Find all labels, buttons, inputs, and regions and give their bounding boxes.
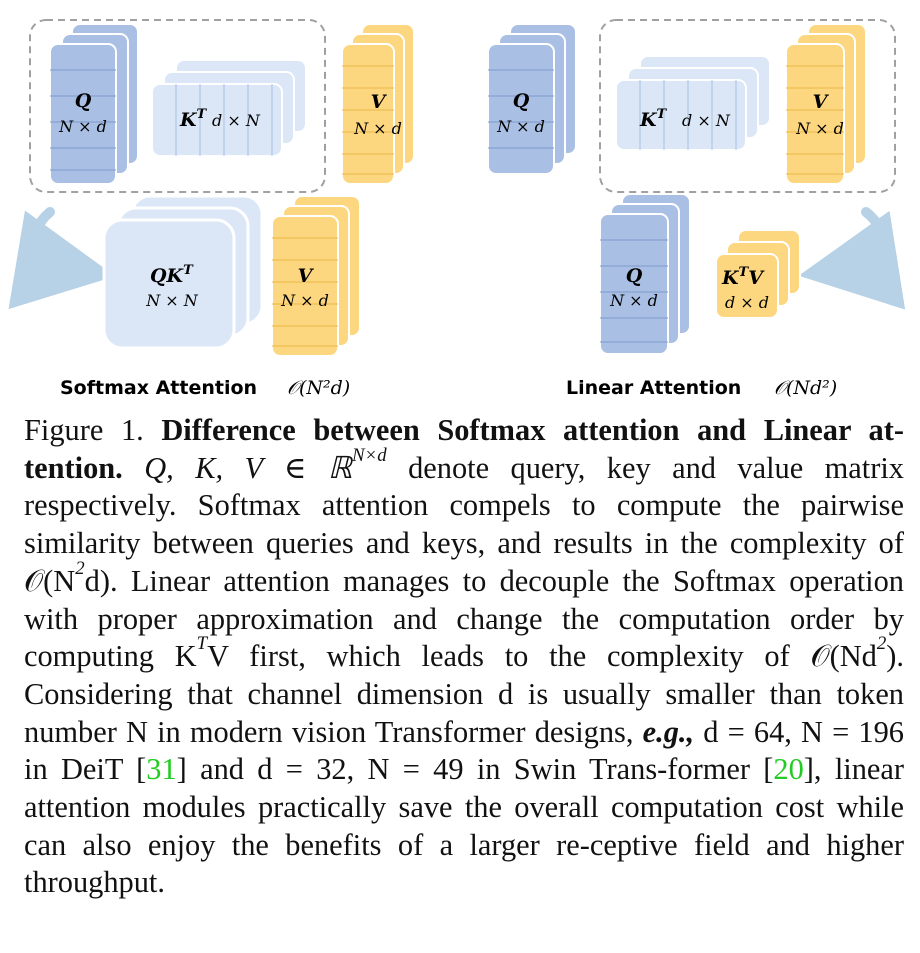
- right-curved-arrow: [848, 212, 882, 268]
- left-kt-label: $K^T$: [180, 107, 207, 131]
- caption-sup-2: T: [196, 633, 208, 655]
- left-v2-dim: N × d: [281, 291, 329, 310]
- caption-math-qkv: Q, K, V ∈ ℝ$^{N\times d}$: [144, 444, 387, 485]
- left-v-label: V: [370, 91, 386, 113]
- caption-sup-3: 2: [876, 633, 887, 655]
- left-qkt-label: $QK^T$: [150, 263, 193, 287]
- left-kt-matrix: [152, 60, 306, 156]
- left-panel-complexity: 𝒪(N²d): [287, 377, 351, 399]
- left-panel-title: Softmax Attention: [60, 377, 258, 399]
- right-panel-title: Linear Attention: [566, 377, 742, 399]
- caption-text-6: ] and d = 32, N = 49 in Swin Trans-former [: [176, 752, 774, 787]
- left-curved-arrow: [35, 212, 66, 268]
- right-q-matrix: [488, 24, 576, 174]
- right-q-dim: N × d: [497, 117, 545, 136]
- left-v-dim: N × d: [354, 119, 402, 138]
- right-q2-matrix: [600, 194, 690, 354]
- right-q2-dim: N × d: [610, 291, 658, 310]
- right-q2-label: Q: [625, 265, 643, 287]
- left-q-label: Q: [74, 90, 92, 112]
- right-v-label: V: [812, 91, 828, 113]
- citation-link-31[interactable]: 31: [146, 752, 177, 787]
- right-panel-complexity: 𝒪(Nd²): [774, 377, 838, 399]
- citation-link-20[interactable]: 20: [773, 752, 804, 787]
- caption-title: Difference between Softmax attention and Linear at-tention.: [24, 413, 904, 485]
- caption-text-4: ). Considering that channel dimension d is usually smaller than token number N in modern vision Transformer designs,: [24, 639, 904, 749]
- right-ktv-label: $K^TV$: [722, 265, 763, 289]
- right-kt-dim: d × N: [682, 111, 730, 130]
- caption-text-3: V first, which leads to the complexity of 𝒪(Nd: [207, 639, 877, 674]
- caption-text-5: d = 64, N = 196 in DeiT [: [24, 714, 904, 787]
- left-kt-dim: d × N: [212, 111, 260, 130]
- left-q-dim: N × d: [59, 117, 107, 136]
- right-ktv-dim: d × d: [724, 293, 770, 312]
- caption-sup-1: 2: [75, 557, 85, 579]
- left-q-matrix: [50, 24, 138, 184]
- left-qkt-dim: N × N: [146, 291, 198, 310]
- left-v2-matrix: [272, 196, 360, 356]
- attention-figure: [0, 0, 920, 410]
- caption-text-2: d). Linear attention manages to decouple the Softmax operation with proper approximation and change the computation order by computing K: [24, 563, 904, 674]
- right-q-label: Q: [512, 90, 530, 112]
- right-kt-label: $K^T$: [640, 107, 667, 131]
- right-v-dim: N × d: [796, 119, 844, 138]
- left-v2-label: V: [297, 265, 313, 287]
- figure-caption: [24, 412, 904, 902]
- right-kt-matrix: [616, 56, 770, 150]
- caption-text-1: denote query, key and value matrix respectively. Softmax attention compels to compute the pairwise similarity between queries and keys, and results in the complexity of 𝒪(N: [24, 450, 904, 598]
- caption-text-7: ], linear attention modules practically save the overall computation cost while can also enjoy the benefits of a larger re-ceptive field and higher throughput.: [24, 752, 904, 900]
- figure-label: Figure 1.: [24, 413, 144, 447]
- caption-eg: e.g.,: [642, 714, 695, 749]
